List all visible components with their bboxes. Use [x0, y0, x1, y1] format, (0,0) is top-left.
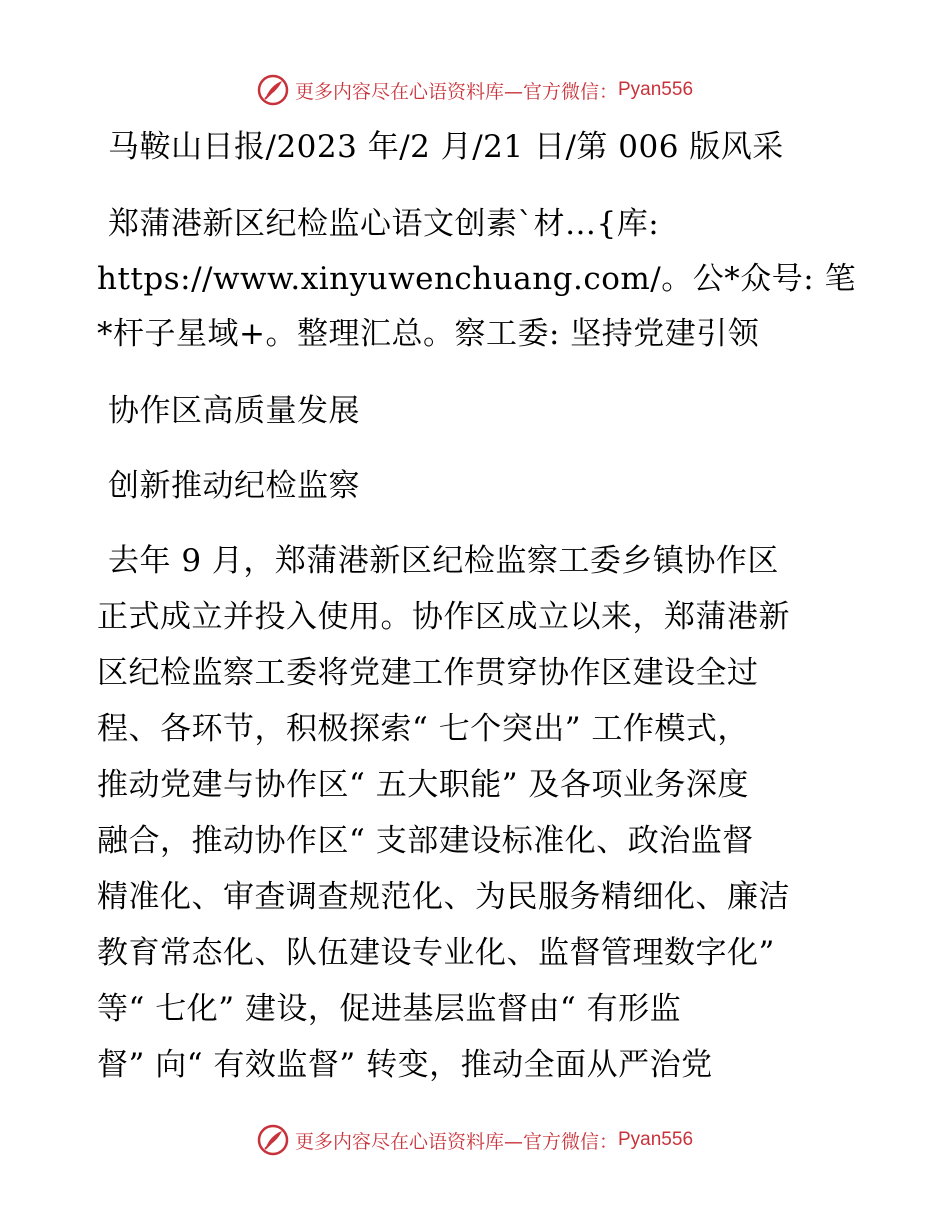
intro-line-2: https://www.xinyuwenchuang.com/。公*众号: 笔	[97, 261, 857, 297]
watermark-handle: Pyan556	[618, 1129, 694, 1150]
body-line-7: 精准化、审查调查规范化、为民服务精细化、廉洁	[97, 879, 790, 915]
watermark-text: 更多内容尽在心语资料库—官方微信：	[294, 1130, 618, 1153]
watermark-text: 更多内容尽在心语资料库—官方微信：	[294, 80, 618, 103]
article-subtitle-2: 创新推动纪检监察	[108, 468, 360, 504]
intro-line-3: *杆子星域+。整理汇总。察工委: 坚持党建引领	[97, 316, 760, 352]
body-line-2: 正式成立并投入使用。协作区成立以来，郑蒲港新	[97, 599, 790, 635]
body-line-6: 融合，推动协作区“ 支部建设标准化、政治监督	[97, 823, 754, 859]
body-line-4: 程、各环节，积极探索“ 七个突出” 工作模式，	[97, 711, 749, 747]
body-line-8: 教育常态化、队伍建设专业化、监督管理数字化”	[97, 935, 775, 971]
body-line-5: 推动党建与协作区“ 五大职能” 及各项业务深度	[97, 767, 749, 803]
quill-logo-icon	[257, 1124, 289, 1156]
watermark-banner-bottom	[0, 1120, 950, 1160]
article-subtitle-1: 协作区高质量发展	[108, 393, 360, 429]
quill-logo-icon	[257, 74, 289, 106]
body-line-1: 去年 9 月，郑蒲港新区纪检监察工委乡镇协作区	[108, 543, 779, 579]
intro-line-1: 郑蒲港新区纪检监心语文创素`材…{库:	[108, 206, 660, 242]
watermark-handle: Pyan556	[618, 79, 694, 100]
body-line-10: 督” 向“ 有效监督” 转变，推动全面从严治党	[97, 1047, 713, 1083]
watermark-banner-top	[0, 70, 950, 110]
body-line-3: 区纪检监察工委将党建工作贯穿协作区建设全过	[97, 655, 759, 691]
body-line-9: 等“ 七化” 建设，促进基层监督由“ 有形监	[97, 991, 682, 1027]
article-byline: 马鞍山日报/2023 年/2 月/21 日/第 006 版风采	[108, 129, 784, 165]
